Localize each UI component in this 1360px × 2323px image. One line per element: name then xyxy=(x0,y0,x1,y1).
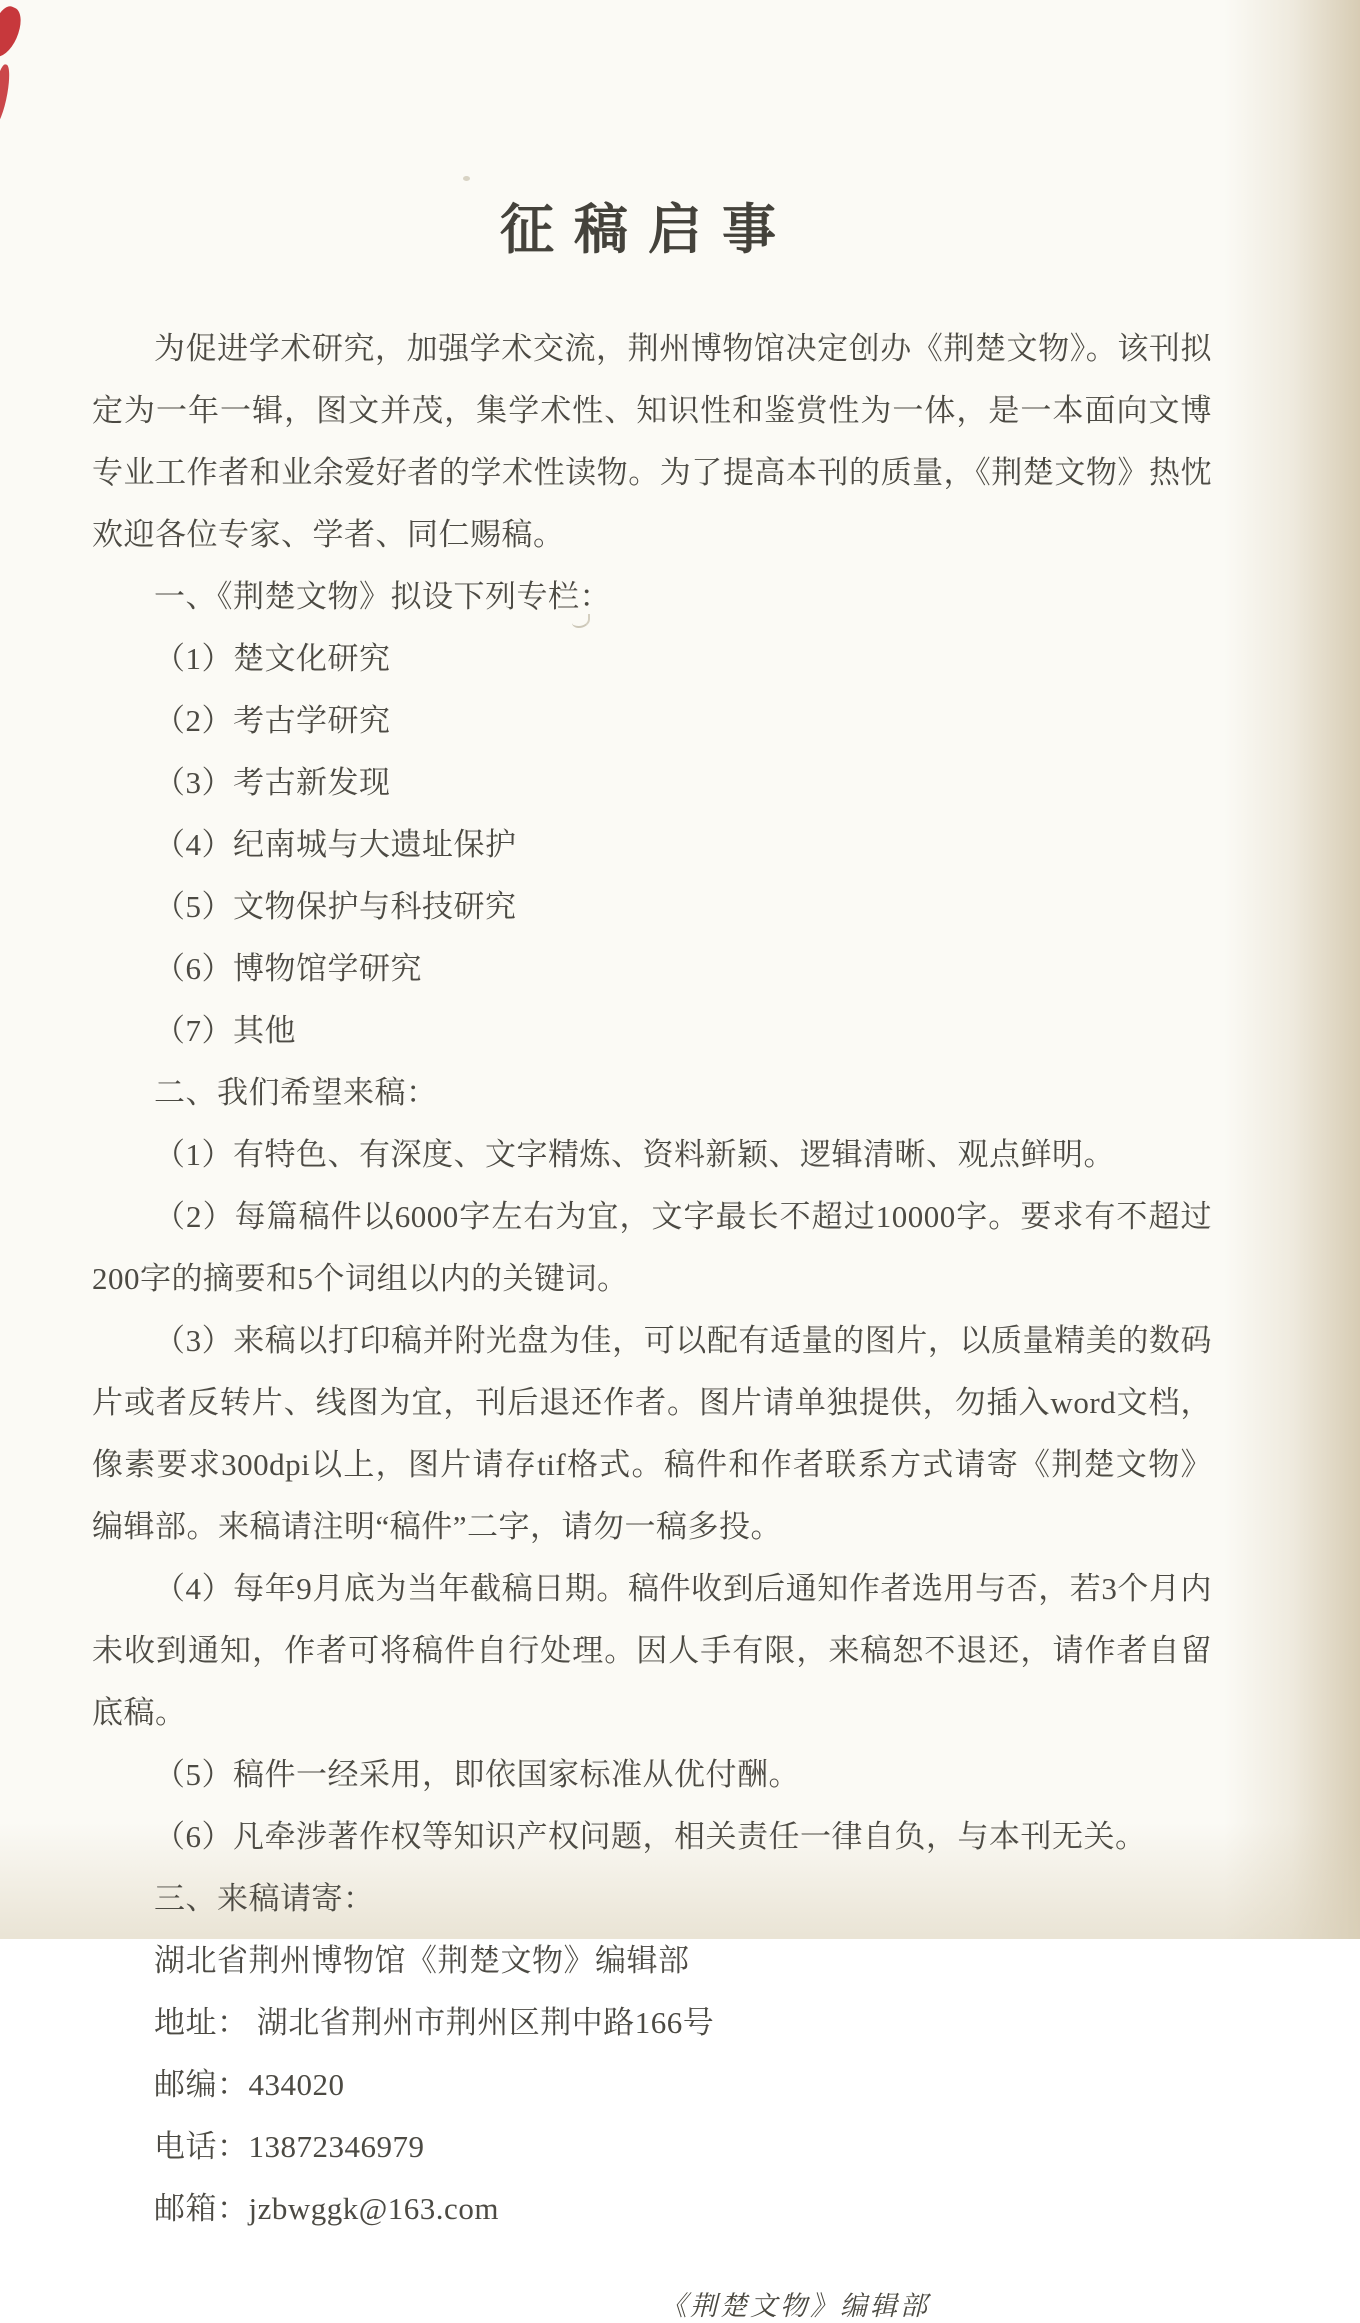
paragraph: 电话：13872346979 xyxy=(154,2129,425,2164)
paragraph: （2）考古学研究 xyxy=(154,703,391,738)
paragraph: （1）楚文化研究 xyxy=(154,641,391,676)
paragraph: 二、我们希望来稿： xyxy=(154,1075,438,1110)
document-content xyxy=(92,198,1212,2323)
paragraph: 地址： 湖北省荆州市荆州区荆中路166号 xyxy=(154,2005,715,2040)
paragraph: （5）稿件一经采用，即依国家标准从优付酬。 xyxy=(154,1757,800,1792)
paragraph: （4）纪南城与大遗址保护 xyxy=(154,827,517,862)
paragraph: （7）其他 xyxy=(154,1013,296,1048)
document-body xyxy=(92,318,1212,2240)
paragraph: 湖北省荆州博物馆《荆楚文物》编辑部 xyxy=(154,1943,690,1978)
paragraph: （2）每篇稿件以6000字左右为宜，文字最长不超过10000字。要求有不超过200字的摘要和5个词组以内的关键词。 xyxy=(92,1199,1212,1296)
paragraph: （5）文物保护与科技研究 xyxy=(154,889,517,924)
red-ink-mark-top xyxy=(0,3,27,61)
paragraph: （3）来稿以打印稿并附光盘为佳，可以配有适量的图片，以质量精美的数码片或者反转片、线图为宜，刊后退还作者。图片请单独提供，勿插入word文档，像素要求300dpi以上，图片请存tif格式。稿件和作者联系方式请寄《荆楚文物》编辑部。来稿请注明“稿件”二字，请勿一稿多投。 xyxy=(92,1323,1212,1544)
paragraph: 为促进学术研究，加强学术交流，荆州博物馆决定创办《荆楚文物》。该刊拟定为一年一辑，图文并茂，集学术性、知识性和鉴赏性为一体，是一本面向文博专业工作者和业余爱好者的学术性读物。为了提高本刊的质量，《荆楚文物》热忱欢迎各位专家、学者、同仁赐稿。 xyxy=(92,331,1212,552)
paragraph: 邮编：434020 xyxy=(154,2067,345,2102)
paragraph: （4）每年9月底为当年截稿日期。稿件收到后通知作者选用与否，若3个月内未收到通知，作者可将稿件自行处理。因人手有限，来稿恕不退还，请作者自留底稿。 xyxy=(92,1571,1212,1730)
editorial-signature: 《荆楚文物》编辑部 xyxy=(660,2291,930,2321)
paragraph: （3）考古新发现 xyxy=(154,765,391,800)
paragraph: 邮箱：jzbwggk@163.com xyxy=(154,2191,499,2226)
paragraph: （1）有特色、有深度、文字精炼、资料新颖、逻辑清晰、观点鲜明。 xyxy=(154,1137,1115,1172)
paragraph: 一、《荆楚文物》拟设下列专栏： xyxy=(154,579,611,614)
paragraph: （6）博物馆学研究 xyxy=(154,951,422,986)
scan-speck xyxy=(463,176,470,181)
paragraph: （6）凡牵涉著作权等知识产权问题，相关责任一律自负，与本刊无关。 xyxy=(154,1819,1147,1854)
paragraph: 三、来稿请寄： xyxy=(154,1881,375,1916)
red-ink-mark-bottom xyxy=(0,63,12,126)
page-title: 征稿启事 xyxy=(500,200,796,260)
